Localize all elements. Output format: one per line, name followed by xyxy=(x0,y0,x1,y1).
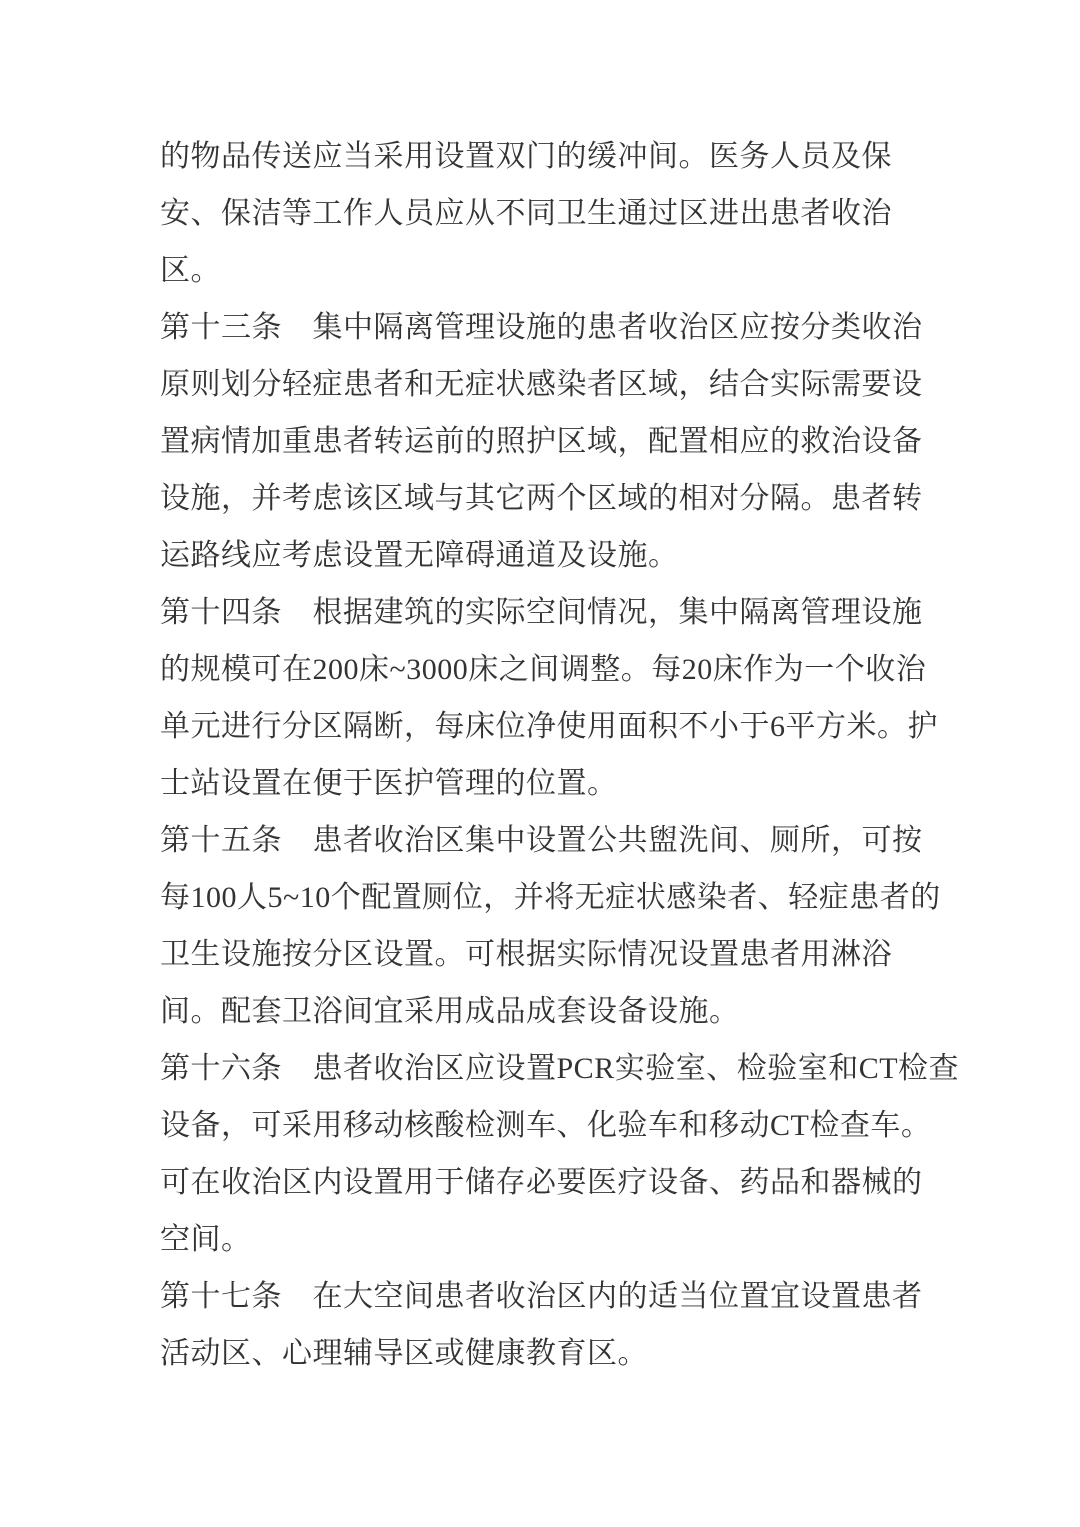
document-text-block xyxy=(160,128,960,1382)
text-line: 区。 xyxy=(160,254,221,287)
text-line-article-13: 第十三条 集中隔离管理设施的患者收治区应按分类收治 xyxy=(160,311,923,344)
text-line: 运路线应考虑设置无障碍通道及设施。 xyxy=(160,539,679,572)
text-line-article-15: 第十五条 患者收治区集中设置公共盥洗间、厕所，可按 xyxy=(160,824,923,857)
text-line: 卫生设施按分区设置。可根据实际情况设置患者用淋浴 xyxy=(160,938,892,971)
text-line: 单元进行分区隔断，每床位净使用面积不小于6平方米。护 xyxy=(160,710,938,743)
text-line: 士站设置在便于医护管理的位置。 xyxy=(160,767,618,800)
text-line: 可在收治区内设置用于储存必要医疗设备、药品和器械的 xyxy=(160,1166,923,1199)
text-line: 安、保洁等工作人员应从不同卫生通过区进出患者收治 xyxy=(160,197,892,230)
text-line: 置病情加重患者转运前的照护区域，配置相应的救治设备 xyxy=(160,425,923,458)
text-line: 每100人5~10个配置厕位，并将无症状感染者、轻症患者的 xyxy=(160,881,941,914)
text-line: 原则划分轻症患者和无症状感染者区域，结合实际需要设 xyxy=(160,368,923,401)
text-line: 的规模可在200床~3000床之间调整。每20床作为一个收治 xyxy=(160,653,927,686)
text-line: 的物品传送应当采用设置双门的缓冲间。医务人员及保 xyxy=(160,140,892,173)
text-line: 空间。 xyxy=(160,1223,252,1256)
text-line-article-16: 第十六条 患者收治区应设置PCR实验室、检验室和CT检查 xyxy=(160,1052,960,1085)
text-line: 活动区、心理辅导区或健康教育区。 xyxy=(160,1337,648,1370)
text-line-article-14: 第十四条 根据建筑的实际空间情况，集中隔离管理设施 xyxy=(160,596,923,629)
text-line: 设备，可采用移动核酸检测车、化验车和移动CT检查车。 xyxy=(160,1109,932,1142)
text-line-article-17: 第十七条 在大空间患者收治区内的适当位置宜设置患者 xyxy=(160,1280,923,1313)
text-line: 设施，并考虑该区域与其它两个区域的相对分隔。患者转 xyxy=(160,482,923,515)
text-line: 间。配套卫浴间宜采用成品成套设备设施。 xyxy=(160,995,740,1028)
